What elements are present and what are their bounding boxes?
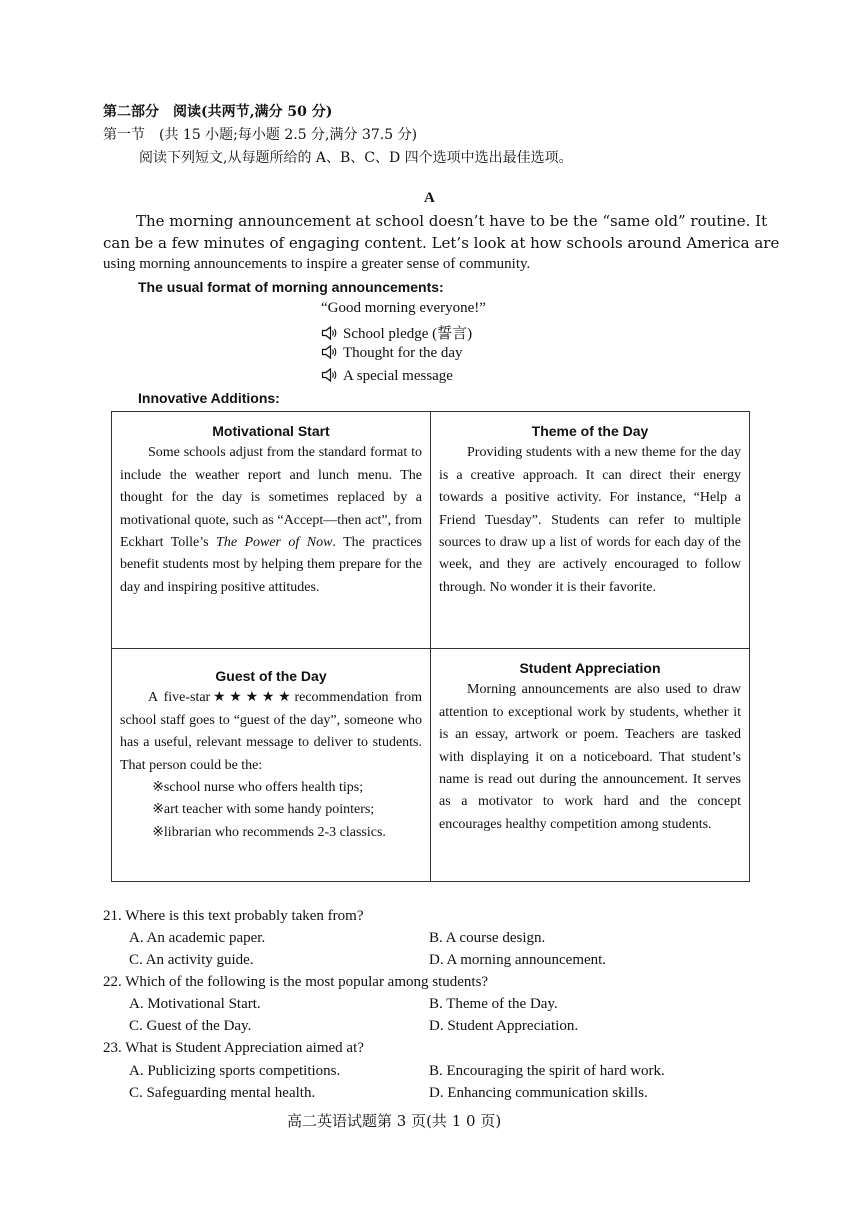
guest-text-part: recommendation from school staff goes to “guest of the day”, someone who has a useful, relevant message to deliver to students. That person could be the:	[120, 690, 422, 773]
intro-line-3: using morning announcements to inspire a greater sense of community.	[103, 256, 531, 272]
student-appreciation-cell	[431, 649, 750, 882]
guest-of-day-text	[120, 687, 422, 777]
theme-of-day-text: Providing students with a new theme for the day is a creative approach. It can direct their energy towards a positive activity. For instance, “Help a Friend Tuesday”. Students can refer to multiple sources to draw up a list of words for each day of the week, and they are actively encouraged to follow through. No wonder it is their favorite.	[439, 445, 741, 595]
option-22-a[interactable]: A. Motivational Start.	[129, 996, 261, 1012]
instruction-text: 阅读下列短文,从每题所给的 A、B、C、D 四个选项中选出最佳选项。	[139, 150, 573, 166]
theme-of-day-title: Theme of the Day	[531, 423, 649, 439]
option-21-a[interactable]: A. An academic paper.	[129, 930, 266, 946]
page-footer: 高二英语试题第 3 页(共 1 0 页)	[287, 1112, 502, 1130]
innovative-heading: Innovative Additions:	[138, 390, 280, 406]
section-heading: 第一节 (共 15 小题;每小题 2.5 分,满分 37.5 分)	[103, 127, 418, 143]
guest-text-part: A five-star	[148, 690, 211, 706]
usual-format-item	[321, 344, 463, 362]
guest-bullet: ※librarian who recommends 2-3 classics.	[152, 824, 386, 840]
speaker-icon	[321, 325, 339, 341]
guest-of-day-title: Guest of the Day	[215, 668, 327, 684]
usual-format-item	[321, 367, 453, 385]
question-stem-22: 22. Which of the following is the most popular among students?	[103, 974, 489, 990]
motivational-text-part: Some schools adjust from the standard format to include the weather report and lunch menu. The thought for the day is sometimes replaced by a motivational quote, such as “Accept—then act”, from Eckhart Tolle’s	[120, 445, 422, 551]
part-heading: 第二部分 阅读(共两节,满分 50 分)	[103, 104, 333, 120]
option-21-b[interactable]: B. A course design.	[429, 930, 546, 946]
speaker-icon	[321, 344, 339, 360]
question-stem-21: 21. Where is this text probably taken from?	[103, 908, 364, 924]
intro-line-2: can be a few minutes of engaging content. Let’s look at how schools around America are	[103, 234, 780, 252]
student-appreciation-title: Student Appreciation	[519, 660, 661, 676]
theme-of-day-cell	[431, 412, 750, 649]
usual-format-item-label: A special message	[343, 368, 453, 384]
usual-format-greeting: “Good morning everyone!”	[321, 300, 486, 316]
book-title: The Power of Now	[216, 535, 333, 551]
option-21-d[interactable]: D. A morning announcement.	[429, 952, 607, 968]
motivational-start-cell	[112, 412, 431, 649]
guest-bullet: ※art teacher with some handy pointers;	[152, 802, 375, 818]
usual-format-heading: The usual format of morning announcements:	[138, 279, 444, 295]
option-22-c[interactable]: C. Guest of the Day.	[129, 1018, 252, 1034]
motivational-start-title: Motivational Start	[212, 423, 330, 439]
option-23-d[interactable]: D. Enhancing communication skills.	[429, 1085, 648, 1101]
five-star-icon: ★★★★★	[210, 690, 295, 706]
motivational-start-text	[120, 442, 422, 599]
option-23-c[interactable]: C. Safeguarding mental health.	[129, 1085, 316, 1101]
student-appreciation-text: Morning announcements are also used to draw attention to exceptional work by students, whether it is an essay, artwork or poem. Teachers are tasked with displaying it on a noticeboard. That student’s name is read out during the announcement. It serves as a motivator to work hard and the concept encourages healthy competition among students.	[439, 682, 741, 832]
usual-format-item-label: School pledge (誓言)	[343, 326, 473, 342]
option-22-d[interactable]: D. Student Appreciation.	[429, 1018, 579, 1034]
option-23-b[interactable]: B. Encouraging the spirit of hard work.	[429, 1063, 665, 1079]
passage-letter: A	[424, 190, 435, 206]
option-22-b[interactable]: B. Theme of the Day.	[429, 996, 558, 1012]
guest-bullet: ※school nurse who offers health tips;	[152, 780, 364, 796]
innovative-additions-table	[111, 411, 750, 882]
speaker-icon	[321, 367, 339, 383]
usual-format-item-label: Thought for the day	[343, 345, 463, 361]
guest-of-day-cell	[112, 649, 431, 882]
usual-format-item	[321, 322, 472, 343]
intro-line-1: The morning announcement at school doesn’t have to be the “same old” routine. It	[136, 212, 768, 230]
option-23-a[interactable]: A. Publicizing sports competitions.	[129, 1063, 341, 1079]
question-stem-23: 23. What is Student Appreciation aimed at?	[103, 1040, 364, 1056]
motivational-text-part: . The practices benefit students most by helping them prepare for the day and inspiring positive attitudes.	[120, 535, 422, 595]
option-21-c[interactable]: C. An activity guide.	[129, 952, 254, 968]
